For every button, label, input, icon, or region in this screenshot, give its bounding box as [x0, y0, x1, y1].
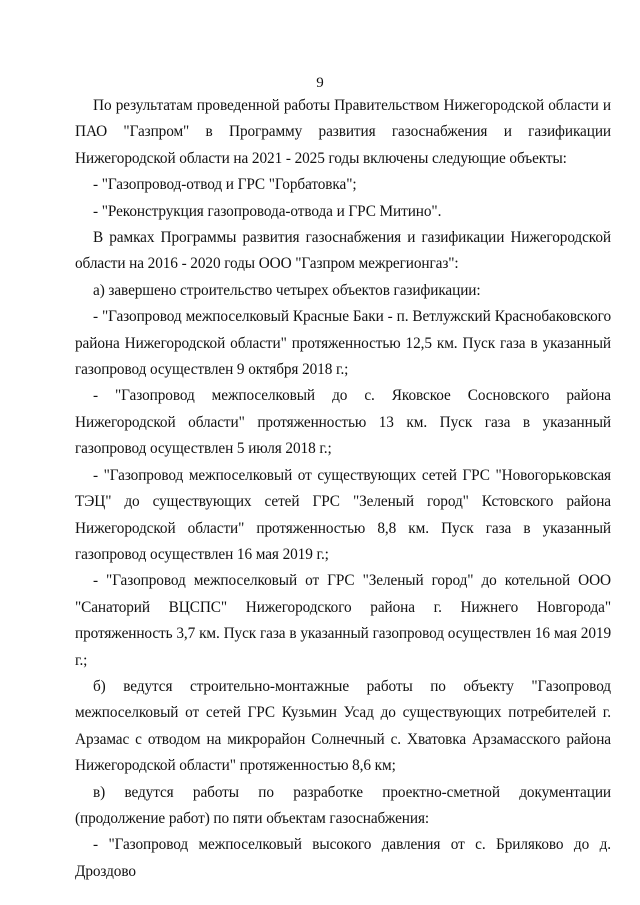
paragraph: а) завершено строительство четырех объектов газификации: — [93, 281, 481, 299]
list-item: - "Газопровод межпоселковый от существующих сетей ГРС "Новогорьковская ТЭЦ" до существующих сетей ГРС "Зеленый город" Кстовского района Нижегородской области" протяженностью 8,8 км. Пуск газа в указанный газопровод осуществлен 16 мая 2019 г.; — [75, 466, 611, 563]
paragraph: В рамках Программы развития газоснабжения и газификации Нижегородской области на 2016 - 2020 годы ООО "Газпром межрегионгаз": — [75, 229, 611, 273]
page-number: 9 — [316, 75, 324, 91]
list-item: - "Реконструкция газопровода-отвода и ГРС Митино". — [93, 202, 442, 220]
paragraph: в) ведутся работы по разработке проектно-сметной документации (продолжение работ) по пяти объектам газоснабжения: — [75, 783, 611, 827]
paragraph: б) ведутся строительно-монтажные работы по объекту "Газопровод межпоселковый от сетей ГРС Кузьмин Усад до существующих потребителей г. Арзамас с отводом на микрорайон Солнечный с. Хватовка Арзамасского района Нижегородской области" протяженностью 8,6 км; — [75, 677, 611, 775]
paragraph: По результатам проведенной работы Правительством Нижегородской области и ПАО "Газпром" в Программу развития газоснабжения и газификации Нижегородской области на 2021 - 2025 годы включены следующие объекты: — [75, 97, 611, 167]
document-body — [75, 93, 611, 885]
list-item: - "Газопровод-отвод и ГРС "Горбатовка"; — [93, 176, 357, 194]
list-item: - "Газопровод межпоселковый высокого давления от с. Бриляково до д. Дроздово — [75, 836, 611, 880]
list-item: - "Газопровод межпоселковый от ГРС "Зеленый город" до котельной ООО "Санаторий ВЦСПС" Нижегородского района г. Нижнего Новгорода" протяженность 3,7 км. Пуск газа в указанный газопровод осуществлен 16 мая 2019 г.; — [75, 572, 611, 669]
list-item: - "Газопровод межпоселковый Красные Баки - п. Ветлужский Краснобаковского района Нижегородской области" протяженностью 12,5 км. Пуск газа в указанный газопровод осуществлен 9 октября 2018 г.; — [75, 308, 611, 379]
list-item: - "Газопровод межпоселковый до с. Яковское Сосновского района Нижегородской области" протяженностью 13 км. Пуск газа в указанный газопровод осуществлен 5 июля 2018 г.; — [75, 387, 611, 458]
